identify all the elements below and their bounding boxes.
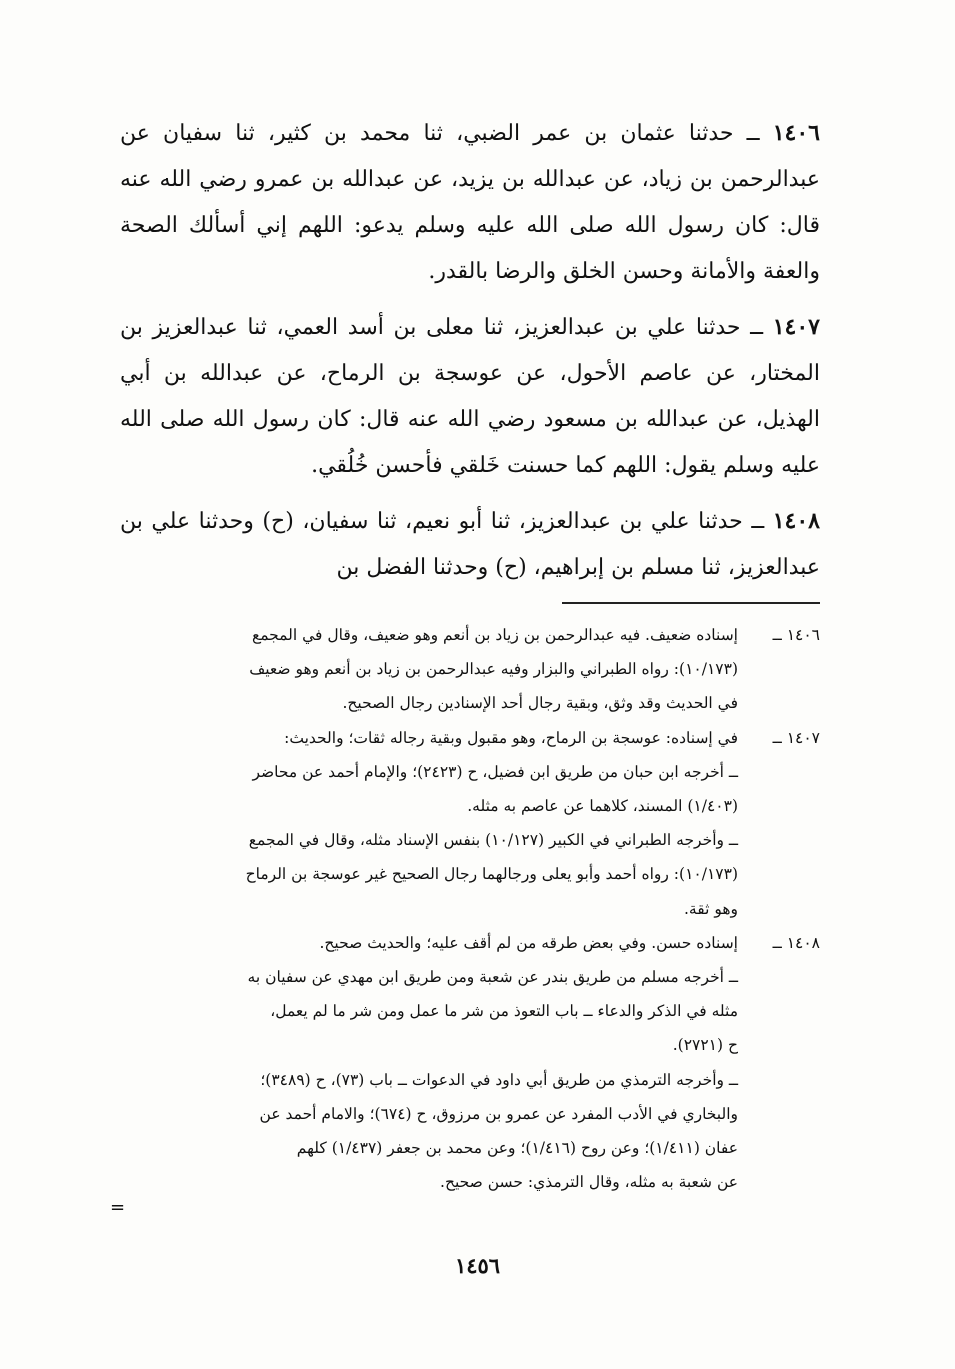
footnote-body [128,926,738,1200]
hadith-number: ١٤٠٧ [772,314,820,340]
footnote-line: في الحديث وقد وثق، وبقية رجال أحد الإسنادين رجال الصحيح. [342,694,738,713]
main-text [120,110,820,600]
footnote-body [128,721,738,926]
footnote-line: ــ وأخرجه الطبراني في الكبير (١٠/١٢٧) بنفس الإسناد مثله، وقال في المجمع [248,831,738,850]
footnote [128,618,820,721]
footnote [128,721,820,926]
hadith-number: ١٤٠٦ [772,120,820,146]
footnote [128,926,820,1200]
footnote-line: عن شعبة به مثله، وقال الترمذي: حسن صحيح. [440,1173,738,1192]
footnote-line: مثله في الذكر والدعاء ــ باب التعوذ من شر ما عمل ومن شر ما لم يعمل، [270,1002,738,1021]
footnote-line: إسناده حسن. وفي بعض طرقه من لم أقف عليه؛ والحديث صحيح. [319,933,738,952]
footnote-line: وهو ثقة. [684,899,738,918]
footnote-line: ــ أخرجه ابن حبان من طريق ابن فضيل، ح (٢٤٢٣)؛ والإمام أحمد عن محاضر [252,762,738,781]
footnote-line: إسناده ضعيف. فيه عبدالرحمن بن زياد بن أنعم وهو ضعيف، وقال في المجمع [251,626,738,644]
footnote-line: عفان (١/٤١١)؛ وعن روح (١/٤١٦)؛ وعن محمد بن جعفر (١/٤٣٧) كلهم [296,1139,738,1158]
hadith-paragraph: ١٤٠٦ ــ حدثنا عثمان بن عمر الضبي، ثنا محمد بن كثير، ثنا سفيان عن عبدالرحمن بن زياد، عن عبدالله بن يزيد، عن عبدالله بن عمرو رضي الله عنه قال: كان رسول الله صلى الله عليه وسلم يدعو: اللهم إني أسألك الصحة والعفة والأمانة وحسن الخلق والرضا بالقدر. [120,120,820,284]
hadith-text: حدثنا علي بن عبدالعزيز، ثنا معلى بن أسد العمي، ثنا عبدالعزيز بن المختار، عن عاصم الأحول، عن عوسجة بن الرماح، عن عبدالله بن أبي الهذيل، عن عبدالله بن مسعود رضي الله عنه قال: كان رسول الله صلى الله عليه وسلم يقول: اللهم كما حسنت خَلقي فأحسن خُلُقي. [120,315,820,478]
hadith-text: حدثنا علي بن عبدالعزيز، ثنا أبو نعيم، ثنا سفيان، (ح) وحدثنا علي بن عبدالعزيز، ثنا مسلم بن إبراهيم، (ح) وحدثنا الفضل بن [120,509,820,580]
footnote-separator [562,602,820,604]
footnote-line: في إسناده: عوسجة بن الرماح، وهو مقبول وبقية رجاله ثقات؛ والحديث: [284,728,738,747]
hadith-text: حدثنا عثمان بن عمر الضبي، ثنا محمد بن كثير، ثنا سفيان عن عبدالرحمن بن زياد، عن عبدالله بن يزيد، عن عبدالله بن عمرو رضي الله عنه قال: كان رسول الله صلى الله عليه وسلم يدعو: اللهم إني أسألك الصحة والعفة والأمانة وحسن الخلق والرضا بالقدر. [120,121,820,284]
hadith-paragraph: ١٤٠٨ ــ حدثنا علي بن عبدالعزيز، ثنا أبو نعيم، ثنا سفيان، (ح) وحدثنا علي بن عبدالعزيز، ثنا مسلم بن إبراهيم، (ح) وحدثنا الفضل بن [120,508,820,580]
footnote-number: ١٤٠٧ ــ [772,728,820,747]
footnotes [128,618,820,1199]
footnote-line: (١٠/١٧٣): رواه الطبراني والبزار وفيه عبدالرحمن بن زياد بن أنعم وهو ضعيف [249,660,738,679]
footnote-line: (١٠/١٧٣): رواه أحمد وأبو يعلى ورجالهما رجال الصحيح غير عوسجة بن الرماح [245,865,738,884]
page-number: ١٤٥٦ [454,1253,501,1278]
hadith-number: ١٤٠٨ [772,508,820,534]
footnote-line: والبخاري في الأدب المفرد عن عمرو بن مرزوق، ح (٦٧٤)؛ والامام أحمد عن [259,1104,738,1123]
footnote-body [128,618,738,721]
footnote-line: ــ وأخرجه الترمذي من طريق أبي داود في الدعوات ــ باب (٧٣)، ح (٣٤٨٩)؛ [260,1070,738,1089]
footnote-line: ح (٢٧٢١). [672,1036,738,1055]
footnote-line: ــ أخرجه مسلم من طريق بندر عن شعبة ومن طريق ابن مهدي عن سفيان به [247,968,738,987]
footnote-number: ١٤٠٨ ــ [772,933,820,952]
footnote-line: (١/٤٠٣) المسند، كلاهما عن عاصم به مثله. [467,797,738,816]
hadith-paragraph: ١٤٠٧ ــ حدثنا علي بن عبدالعزيز، ثنا معلى بن أسد العمي، ثنا عبدالعزيز بن المختار، عن عاصم الأحول، عن عوسجة بن الرماح، عن عبدالله بن أبي الهذيل، عن عبدالله بن مسعود رضي الله عنه قال: كان رسول الله صلى الله عليه وسلم يقول: اللهم كما حسنت خَلقي فأحسن خُلُقي. [120,314,820,478]
continuation-mark: = [110,1197,126,1218]
footnote-number: ١٤٠٦ ــ [772,626,820,644]
